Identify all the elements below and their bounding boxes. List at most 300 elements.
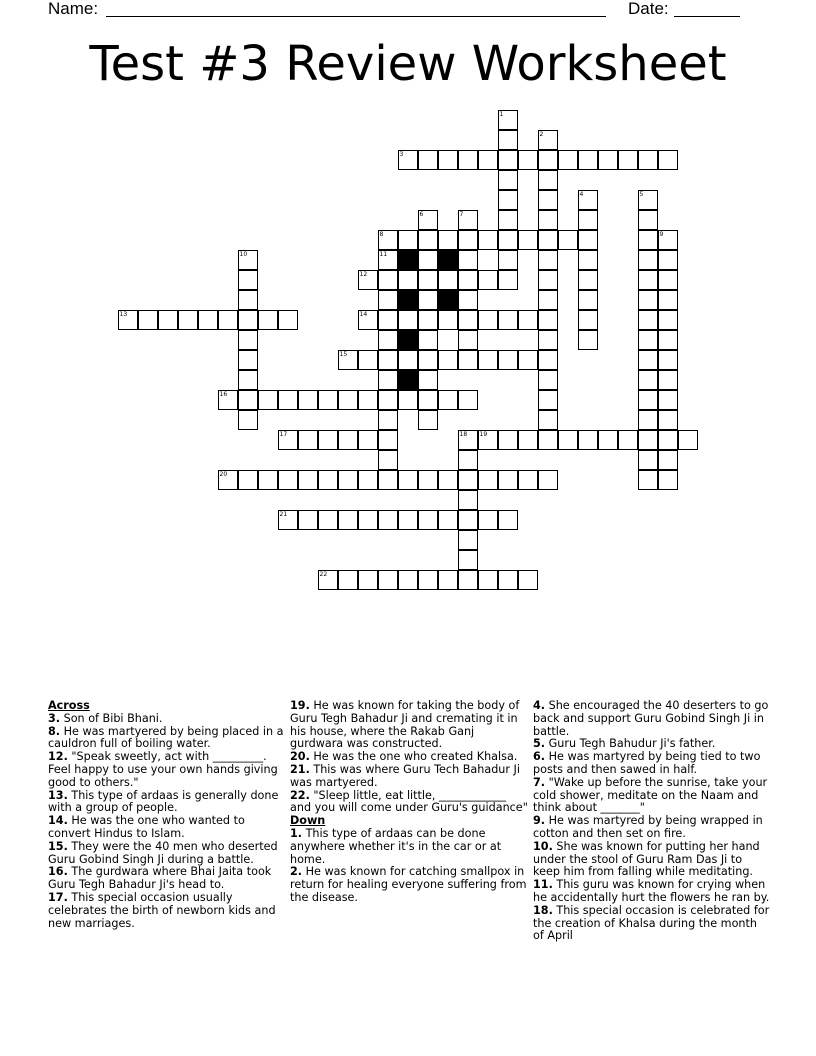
- grid-cell[interactable]: [298, 510, 318, 530]
- grid-cell[interactable]: [378, 290, 398, 310]
- grid-cell[interactable]: [218, 310, 238, 330]
- clue-item: [533, 841, 771, 879]
- clue-number: 1: [499, 110, 504, 118]
- clue-number: 20.: [290, 750, 310, 764]
- grid-cell[interactable]: [538, 330, 558, 350]
- grid-cell[interactable]: [478, 270, 498, 290]
- clue-number: 13: [119, 310, 128, 318]
- grid-cell[interactable]: [358, 390, 378, 410]
- grid-cell[interactable]: [538, 410, 558, 430]
- grid-cell[interactable]: [458, 390, 478, 410]
- grid-cell[interactable]: [418, 350, 438, 370]
- grid-cell[interactable]: [658, 350, 678, 370]
- grid-cell[interactable]: [638, 210, 658, 230]
- clue-number: 15: [339, 350, 348, 358]
- across-clue-list: [48, 713, 286, 931]
- clue-text: "Sleep little, eat little, ____________ and you will come under Guru's guidance": [290, 788, 528, 815]
- grid-cell[interactable]: [438, 150, 458, 170]
- grid-cell[interactable]: [418, 310, 438, 330]
- grid-cell[interactable]: [238, 470, 258, 490]
- grid-cell[interactable]: [438, 270, 458, 290]
- clue-text: This type of ardaas can be done anywhere whether it's in the car or at home.: [290, 826, 502, 866]
- clue-number: 2.: [290, 865, 303, 879]
- clue-number: 21.: [290, 762, 310, 776]
- grid-cell[interactable]: [478, 350, 498, 370]
- clue-number: 14: [359, 310, 368, 318]
- grid-cell[interactable]: [658, 290, 678, 310]
- grid-cell[interactable]: [458, 150, 478, 170]
- grid-cell[interactable]: [418, 150, 438, 170]
- clue-item: [290, 828, 528, 866]
- grid-cell[interactable]: [538, 250, 558, 270]
- grid-cell[interactable]: [418, 330, 438, 350]
- grid-cell[interactable]: [498, 430, 518, 450]
- clue-number: 18.: [533, 903, 553, 917]
- clue-number: 7: [459, 210, 464, 218]
- grid-cell[interactable]: [538, 270, 558, 290]
- grid-cell[interactable]: [638, 450, 658, 470]
- grid-cell[interactable]: [398, 270, 418, 290]
- grid-cell[interactable]: [538, 350, 558, 370]
- grid-cell[interactable]: [538, 390, 558, 410]
- clue-item: [533, 905, 771, 943]
- grid-cell[interactable]: [658, 370, 678, 390]
- clue-number: 21: [279, 510, 288, 518]
- clue-text: This was where Guru Tech Bahadur Ji was martyered.: [290, 762, 520, 789]
- grid-cell[interactable]: [278, 430, 298, 450]
- grid-cell[interactable]: [178, 310, 198, 330]
- grid-cell[interactable]: [358, 470, 378, 490]
- grid-cell[interactable]: [478, 150, 498, 170]
- grid-cell[interactable]: [538, 310, 558, 330]
- grid-cell[interactable]: [578, 230, 598, 250]
- grid-cell[interactable]: [578, 210, 598, 230]
- grid-cell[interactable]: [378, 250, 398, 270]
- clue-number: 19: [479, 430, 488, 438]
- grid-cell[interactable]: [578, 250, 598, 270]
- clue-number: 3: [399, 150, 404, 158]
- grid-cell[interactable]: [418, 510, 438, 530]
- clue-text: She encouraged the 40 deserters to go back and support Guru Gobind Singh Ji in battle.: [533, 699, 769, 738]
- grid-cell[interactable]: [358, 510, 378, 530]
- clue-text: He was martyred by being wrapped in cotton and then set on fire.: [533, 814, 763, 840]
- clue-item: [48, 892, 286, 930]
- clue-number: 12: [359, 270, 368, 278]
- grid-cell[interactable]: [418, 470, 438, 490]
- grid-cell[interactable]: [458, 510, 478, 530]
- clue-number: 10.: [533, 839, 553, 853]
- grid-cell[interactable]: [498, 190, 518, 210]
- clue-number: 10: [239, 250, 248, 258]
- grid-cell[interactable]: [338, 510, 358, 530]
- grid-cell[interactable]: [658, 310, 678, 330]
- grid-cell[interactable]: [458, 570, 478, 590]
- grid-cell[interactable]: [318, 390, 338, 410]
- grid-cell[interactable]: [658, 470, 678, 490]
- grid-cell[interactable]: [498, 250, 518, 270]
- grid-cell[interactable]: [578, 150, 598, 170]
- clue-item: [533, 751, 771, 777]
- grid-cell[interactable]: [398, 510, 418, 530]
- clue-text: He was the one who wanted to convert Hindus to Islam.: [48, 814, 245, 840]
- grid-cell[interactable]: [458, 350, 478, 370]
- clue-number: 19.: [290, 699, 310, 712]
- clue-number: 11: [379, 250, 388, 258]
- grid-cell[interactable]: [378, 430, 398, 450]
- grid-cell[interactable]: [378, 330, 398, 350]
- grid-cell[interactable]: [438, 350, 458, 370]
- grid-cell[interactable]: [438, 510, 458, 530]
- clue-item: [48, 866, 286, 892]
- grid-cell[interactable]: [418, 570, 438, 590]
- grid-cell[interactable]: [458, 450, 478, 470]
- clue-number: 14.: [48, 814, 68, 828]
- clue-text: He was known for catching smallpox in return for healing everyone suffering from the disease.: [290, 865, 527, 904]
- clue-item: [48, 815, 286, 841]
- grid-cell[interactable]: [518, 430, 538, 450]
- clue-text: He was known for taking the body of Guru Tegh Bahadur Ji and cremating it in his house, where the Rakab Ganj gurdwara was constructed.: [290, 699, 520, 751]
- grid-cell[interactable]: [538, 290, 558, 310]
- grid-cell[interactable]: [458, 330, 478, 350]
- grid-cell[interactable]: [478, 510, 498, 530]
- clue-item: [533, 815, 771, 841]
- grid-cell[interactable]: [258, 470, 278, 490]
- grid-cell[interactable]: [498, 230, 518, 250]
- grid-cell[interactable]: [658, 250, 678, 270]
- grid-cell[interactable]: [658, 430, 678, 450]
- page-title: Test #3 Review Worksheet: [89, 36, 727, 92]
- grid-cell[interactable]: [398, 350, 418, 370]
- clue-text: "Wake up before the sunrise, take your cold shower, meditate on the Naam and think about _______": [533, 775, 768, 815]
- clue-number: 6.: [533, 750, 546, 764]
- grid-cell[interactable]: [678, 430, 698, 450]
- grid-cell[interactable]: [238, 270, 258, 290]
- grid-cell[interactable]: [458, 290, 478, 310]
- grid-cell[interactable]: [378, 410, 398, 430]
- grid-cell[interactable]: [578, 330, 598, 350]
- grid-cell[interactable]: [538, 210, 558, 230]
- grid-cell[interactable]: [238, 310, 258, 330]
- clue-number: 22.: [290, 788, 310, 802]
- grid-cell[interactable]: [638, 230, 658, 250]
- grid-cell[interactable]: [598, 150, 618, 170]
- grid-cell[interactable]: [438, 310, 458, 330]
- grid-cell[interactable]: [578, 270, 598, 290]
- clue-number: 17.: [48, 890, 68, 904]
- clue-text: He was martyred by being tied to two posts and then sawed in half.: [533, 750, 761, 776]
- grid-cell[interactable]: [418, 390, 438, 410]
- grid-cell[interactable]: [518, 310, 538, 330]
- clue-item: [290, 790, 528, 816]
- clue-text: Guru Tegh Bahudur Ji's father.: [545, 737, 716, 751]
- clue-text: This special occasion is celebrated for the creation of Khalsa during the month of April: [533, 903, 770, 943]
- clue-number: 1.: [290, 826, 303, 840]
- grid-cell[interactable]: [238, 250, 258, 270]
- grid-cell[interactable]: [418, 290, 438, 310]
- grid-cell[interactable]: [338, 390, 358, 410]
- clues-column-2: [290, 700, 528, 905]
- clue-text: She was known for putting her hand under the stool of Guru Ram Das Ji to keep him from falling while meditating.: [533, 839, 760, 879]
- clue-number: 4.: [533, 699, 546, 712]
- grid-cell[interactable]: [538, 190, 558, 210]
- grid-cell[interactable]: [438, 570, 458, 590]
- grid-cell[interactable]: [398, 390, 418, 410]
- grid-cell[interactable]: [558, 230, 578, 250]
- grid-cell[interactable]: [318, 470, 338, 490]
- grid-cell[interactable]: [638, 150, 658, 170]
- clue-number: 18: [459, 430, 468, 438]
- grid-cell[interactable]: [458, 470, 478, 490]
- grid-cell[interactable]: [318, 570, 338, 590]
- clue-item: [533, 700, 771, 738]
- grid-cell[interactable]: [238, 290, 258, 310]
- grid-cell[interactable]: [218, 390, 238, 410]
- grid-cell[interactable]: [518, 350, 538, 370]
- grid-cell[interactable]: [618, 430, 638, 450]
- grid-cell[interactable]: [458, 430, 478, 450]
- grid-cell[interactable]: [278, 390, 298, 410]
- grid-cell[interactable]: [398, 230, 418, 250]
- grid-cell[interactable]: [278, 470, 298, 490]
- grid-cell[interactable]: [238, 410, 258, 430]
- grid-block: [398, 250, 418, 270]
- clue-number: 5: [639, 190, 644, 198]
- clue-number: 6: [419, 210, 424, 218]
- clue-number: 16.: [48, 865, 68, 879]
- grid-cell[interactable]: [458, 210, 478, 230]
- grid-cell[interactable]: [518, 230, 538, 250]
- grid-cell[interactable]: [378, 310, 398, 330]
- grid-cell[interactable]: [638, 190, 658, 210]
- grid-cell[interactable]: [458, 250, 478, 270]
- grid-cell[interactable]: [458, 550, 478, 570]
- clue-text: Son of Bibi Bhani.: [60, 711, 163, 725]
- grid-cell[interactable]: [498, 310, 518, 330]
- grid-cell[interactable]: [538, 150, 558, 170]
- grid-cell[interactable]: [438, 230, 458, 250]
- grid-cell[interactable]: [478, 310, 498, 330]
- grid-cell[interactable]: [278, 310, 298, 330]
- grid-cell[interactable]: [638, 310, 658, 330]
- grid-cell[interactable]: [458, 490, 478, 510]
- grid-cell[interactable]: [118, 310, 138, 330]
- grid-block: [398, 290, 418, 310]
- clue-number: 2: [539, 130, 544, 138]
- grid-cell[interactable]: [298, 390, 318, 410]
- grid-cell[interactable]: [638, 330, 658, 350]
- grid-cell[interactable]: [518, 570, 538, 590]
- grid-cell[interactable]: [378, 350, 398, 370]
- grid-cell[interactable]: [658, 150, 678, 170]
- grid-cell[interactable]: [538, 130, 558, 150]
- grid-cell[interactable]: [578, 290, 598, 310]
- grid-cell[interactable]: [418, 250, 438, 270]
- grid-cell[interactable]: [538, 470, 558, 490]
- grid-cell[interactable]: [418, 210, 438, 230]
- grid-cell[interactable]: [278, 510, 298, 530]
- grid-cell[interactable]: [258, 390, 278, 410]
- clue-number: 22: [319, 570, 328, 578]
- grid-cell[interactable]: [238, 390, 258, 410]
- clue-number: 5.: [533, 737, 546, 751]
- grid-cell[interactable]: [398, 570, 418, 590]
- clue-text: They were the 40 men who deserted Guru Gobind Singh Ji during a battle.: [48, 839, 278, 866]
- clue-number: 9.: [533, 814, 546, 828]
- grid-cell[interactable]: [338, 430, 358, 450]
- grid-cell[interactable]: [638, 390, 658, 410]
- grid-cell[interactable]: [538, 430, 558, 450]
- grid-cell[interactable]: [658, 450, 678, 470]
- grid-cell[interactable]: [638, 290, 658, 310]
- clue-text: This special occasion usually celebrates the birth of newborn kids and new marriages.: [48, 890, 276, 930]
- grid-cell[interactable]: [358, 270, 378, 290]
- clue-text: "Speak sweetly, act with _________. Feel happy to use your own hands giving good to others.": [48, 750, 278, 789]
- grid-cell[interactable]: [378, 230, 398, 250]
- grid-cell[interactable]: [658, 390, 678, 410]
- grid-cell[interactable]: [418, 230, 438, 250]
- grid-cell[interactable]: [558, 150, 578, 170]
- grid-cell[interactable]: [498, 210, 518, 230]
- grid-cell[interactable]: [598, 430, 618, 450]
- clue-item: [290, 764, 528, 790]
- grid-cell[interactable]: [418, 270, 438, 290]
- grid-cell[interactable]: [498, 570, 518, 590]
- grid-cell[interactable]: [638, 350, 658, 370]
- grid-cell[interactable]: [538, 230, 558, 250]
- grid-cell[interactable]: [338, 350, 358, 370]
- grid-cell[interactable]: [218, 470, 238, 490]
- grid-cell[interactable]: [298, 470, 318, 490]
- grid-cell[interactable]: [638, 270, 658, 290]
- across-clue-list-continued: [290, 700, 528, 815]
- grid-cell[interactable]: [498, 350, 518, 370]
- down-heading: Down: [290, 814, 326, 828]
- grid-cell[interactable]: [538, 170, 558, 190]
- grid-cell[interactable]: [458, 230, 478, 250]
- grid-cell[interactable]: [578, 190, 598, 210]
- grid-cell[interactable]: [358, 570, 378, 590]
- grid-cell[interactable]: [658, 270, 678, 290]
- grid-cell[interactable]: [418, 410, 438, 430]
- grid-block: [438, 290, 458, 310]
- grid-cell[interactable]: [658, 230, 678, 250]
- grid-cell[interactable]: [378, 370, 398, 390]
- grid-cell[interactable]: [478, 230, 498, 250]
- grid-cell[interactable]: [238, 330, 258, 350]
- grid-cell[interactable]: [378, 470, 398, 490]
- grid-cell[interactable]: [578, 430, 598, 450]
- grid-cell[interactable]: [498, 130, 518, 150]
- clue-number: 17: [279, 430, 288, 438]
- grid-cell[interactable]: [458, 530, 478, 550]
- grid-cell[interactable]: [458, 310, 478, 330]
- grid-cell[interactable]: [478, 570, 498, 590]
- grid-cell[interactable]: [498, 270, 518, 290]
- clues-column-1: [48, 700, 286, 930]
- clue-number: 4: [579, 190, 584, 198]
- grid-cell[interactable]: [378, 570, 398, 590]
- grid-cell[interactable]: [638, 250, 658, 270]
- grid-cell[interactable]: [578, 310, 598, 330]
- grid-cell[interactable]: [638, 370, 658, 390]
- grid-cell[interactable]: [538, 370, 558, 390]
- clue-number: 11.: [533, 878, 553, 892]
- clue-number: 9: [659, 230, 664, 238]
- grid-cell[interactable]: [658, 330, 678, 350]
- grid-cell[interactable]: [618, 150, 638, 170]
- grid-cell[interactable]: [518, 150, 538, 170]
- grid-cell[interactable]: [358, 430, 378, 450]
- grid-cell[interactable]: [438, 470, 458, 490]
- grid-block: [398, 330, 418, 350]
- clue-number: 12.: [48, 750, 68, 764]
- grid-cell[interactable]: [238, 370, 258, 390]
- grid-cell[interactable]: [498, 150, 518, 170]
- clue-item: [533, 777, 771, 815]
- clue-number: 3.: [48, 711, 61, 725]
- grid-cell[interactable]: [638, 430, 658, 450]
- grid-cell[interactable]: [398, 470, 418, 490]
- grid-cell[interactable]: [238, 350, 258, 370]
- grid-cell[interactable]: [418, 370, 438, 390]
- grid-cell[interactable]: [498, 170, 518, 190]
- name-label: Name:: [48, 0, 99, 18]
- grid-cell[interactable]: [558, 430, 578, 450]
- grid-cell[interactable]: [438, 390, 458, 410]
- clue-text: This type of ardaas is generally done with a group of people.: [48, 788, 279, 815]
- grid-cell[interactable]: [358, 350, 378, 370]
- grid-cell[interactable]: [478, 470, 498, 490]
- across-heading: Across: [48, 699, 90, 712]
- grid-cell[interactable]: [498, 110, 518, 130]
- grid-cell[interactable]: [318, 430, 338, 450]
- grid-cell[interactable]: [658, 410, 678, 430]
- down-clue-list: [290, 828, 528, 905]
- clue-item: [48, 726, 286, 752]
- down-clue-list-continued: [533, 700, 771, 943]
- grid-cell[interactable]: [298, 430, 318, 450]
- grid-cell[interactable]: [458, 270, 478, 290]
- grid-cell[interactable]: [258, 310, 278, 330]
- grid-cell[interactable]: [158, 310, 178, 330]
- grid-cell[interactable]: [378, 390, 398, 410]
- grid-cell[interactable]: [358, 310, 378, 330]
- clue-text: This guru was known for crying when he accidentally hurt the flowers he ran by.: [533, 878, 770, 904]
- grid-cell[interactable]: [378, 450, 398, 470]
- grid-cell[interactable]: [498, 510, 518, 530]
- grid-cell[interactable]: [378, 270, 398, 290]
- grid-cell[interactable]: [638, 470, 658, 490]
- clue-text: He was martyered by being placed in a cauldron full of boiling water.: [48, 724, 284, 751]
- clue-item: [48, 751, 286, 789]
- clue-item: [290, 866, 528, 904]
- clue-item: [290, 700, 528, 751]
- grid-cell[interactable]: [498, 470, 518, 490]
- grid-cell[interactable]: [378, 510, 398, 530]
- grid-cell[interactable]: [638, 410, 658, 430]
- clue-number: 8.: [48, 724, 61, 738]
- grid-cell[interactable]: [398, 150, 418, 170]
- grid-cell[interactable]: [338, 470, 358, 490]
- clues-column-3: [533, 700, 771, 943]
- grid-cell[interactable]: [138, 310, 158, 330]
- grid-cell[interactable]: [518, 470, 538, 490]
- grid-cell[interactable]: [398, 310, 418, 330]
- grid-cell[interactable]: [318, 510, 338, 530]
- grid-cell[interactable]: [338, 570, 358, 590]
- grid-cell[interactable]: [478, 430, 498, 450]
- grid-cell[interactable]: [198, 310, 218, 330]
